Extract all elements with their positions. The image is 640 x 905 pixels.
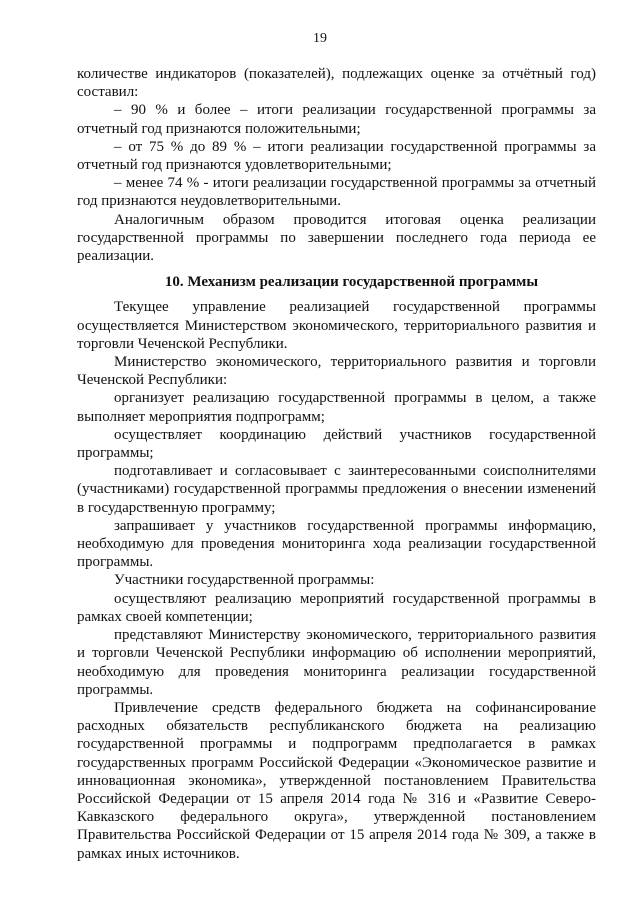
paragraph: Аналогичным образом проводится итоговая оценка реализации государственной программы по завершении последнего года периода ее реализации. [77, 211, 596, 265]
paragraph: запрашивает у участников государственной программы информацию, необходимую для проведения мониторинга хода реализации государственной программы. [77, 517, 596, 571]
paragraph: – менее 74 % - итоги реализации государственной программы за отчетный год признаются неудовлетворительными. [77, 175, 596, 210]
paragraph: Участники государственной программы: [114, 572, 375, 589]
body-text [77, 65, 596, 863]
paragraph: Министерство экономического, территориального развития и торговли Чеченской Республики: [77, 354, 596, 389]
paragraph: Привлечение средств федерального бюджета на софинансирование расходных обязательств республиканского бюджета на реализацию государственной программы и подпрограмм предполагается в рамках государственных программ Российской Федерации «Экономическое развитие и инновационная экономика», утвержденной постановлением Правительства Российской Федерации от 15 апреля 2014 года № 316 и «Развитие Северо-Кавказского федерального округа», утвержденной постановлением Правительства Российской Федерации от 15 апреля 2014 года № 309, а также в рамках иных источников. [77, 699, 596, 862]
paragraphs-after [77, 298, 596, 862]
paragraphs-before [77, 65, 596, 265]
paragraph: представляют Министерству экономического, территориального развития и торговли Чеченской Республики информацию об исполнении мероприятий, необходимую для проведения мониторинга реализации государственной программы. [77, 627, 596, 698]
section-heading: 10. Механизм реализации государственной программы [164, 274, 539, 291]
paragraph: подготавливает и согласовывает с заинтересованными соисполнителями (участниками) государственной программы предложения о внесении изменений в государственную программу; [77, 463, 596, 516]
paragraph: Текущее управление реализацией государственной программы осуществляется Министерством экономического, территориального развития и торговли Чеченской Республики. [77, 299, 596, 352]
paragraph: количестве индикаторов (показателей), подлежащих оценке за отчётный год) составил: [77, 66, 596, 101]
paragraph: – от 75 % до 89 % – итоги реализации государственной программы за отчетный год признаются удовлетворительными; [77, 138, 596, 174]
paragraph: организует реализацию государственной программы в целом, а также выполняет мероприятия подпрограмм; [77, 390, 596, 425]
paragraph: осуществляет координацию действий участников государственной программы; [77, 426, 596, 462]
page-number: 19 [313, 31, 327, 46]
paragraph: – 90 % и более – итоги реализации государственной программы за отчетный год признаются положительными; [77, 102, 596, 137]
paragraph: осуществляют реализацию мероприятий государственной программы в рамках своей компетенции; [77, 590, 596, 625]
